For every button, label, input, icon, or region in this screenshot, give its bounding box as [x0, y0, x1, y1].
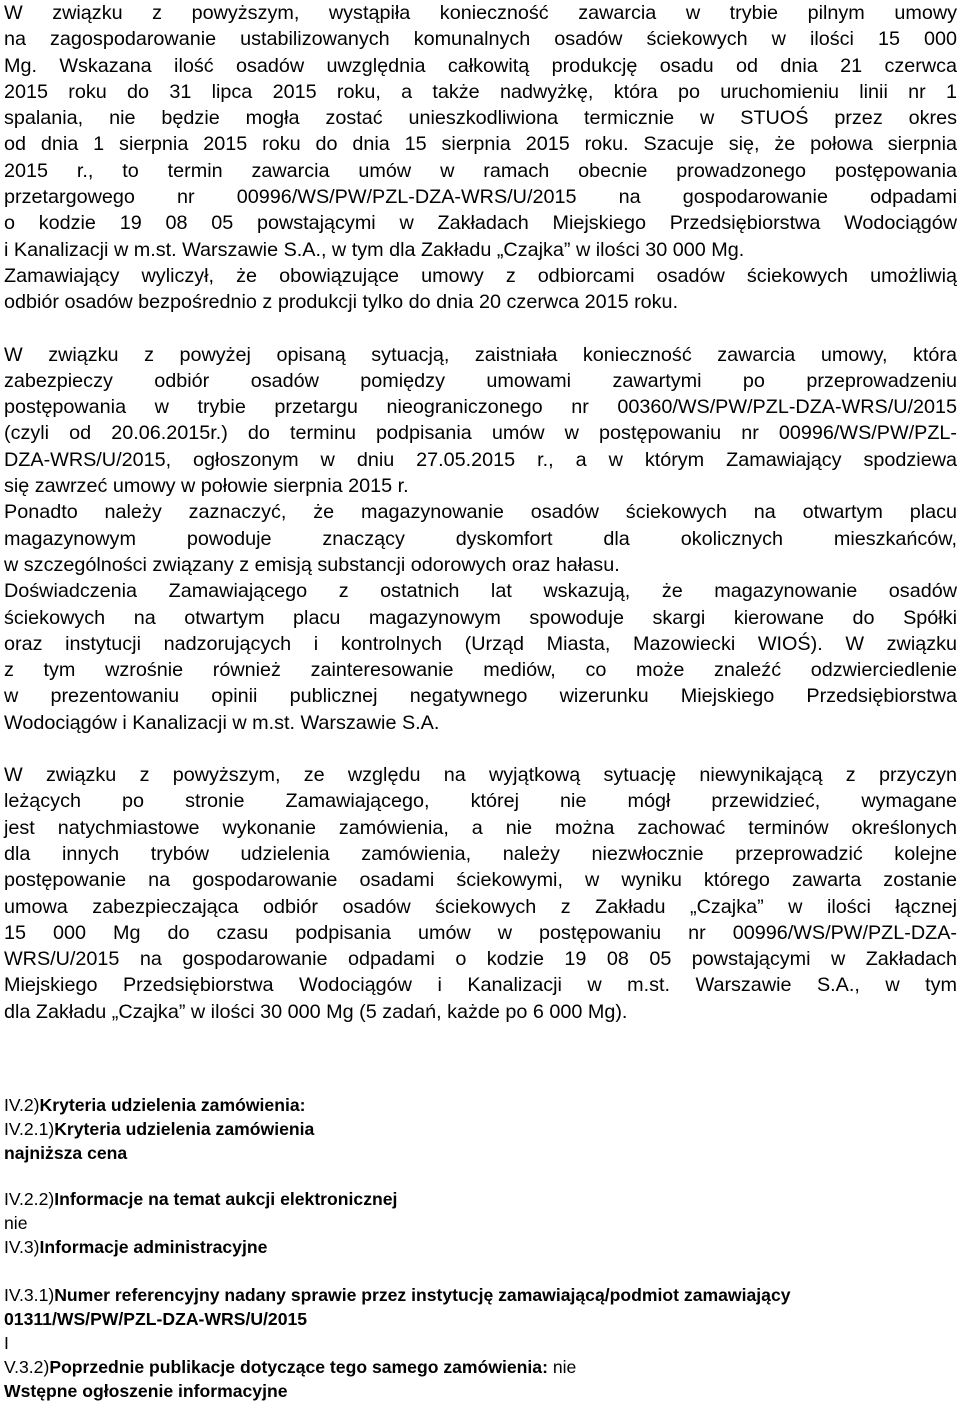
text-line: 2015 r., to termin zawarcia umów w ramach obecnie prowadzonego postępowania — [4, 159, 957, 182]
text-line: postępowania w trybie przetargu nieograniczonego nr 00360/WS/PW/PZL-DZA-WRS/U/2015 — [4, 396, 957, 419]
text-line: dla Zakładu „Czajka” w ilości 30 000 Mg (5 zadań, każde po 6 000 Mg). — [4, 1000, 628, 1023]
text-line: magazynowym powoduje znaczący dyskomfort dla okolicznych mieszkańców, — [4, 527, 957, 550]
section-number: IV.2.2) — [4, 1188, 55, 1209]
text-line: (czyli od 20.06.2015r.) do terminu podpisania umów w postępowaniu nr 00996/WS/PW/PZL- — [4, 422, 957, 445]
text-line: umowa zabezpieczająca odbiór osadów ściekowych z Zakładu „Czajka” w ilości łącznej — [4, 895, 957, 918]
text-line: W związku z powyższym, ze względu na wyjątkową sytuację niewynikającą z przyczyn — [4, 764, 957, 787]
text-line: na zagospodarowanie ustabilizowanych komunalnych osadów ściekowych w ilości 15 000 — [4, 28, 957, 51]
paragraph-2 — [4, 342, 957, 736]
paragraph-1 — [4, 0, 957, 316]
roman-marker: I — [4, 1332, 9, 1353]
text-line: i Kanalizacji w m.st. Warszawie S.A., w tym dla Zakładu „Czajka” w ilości 30 000 Mg. — [4, 238, 745, 261]
value-iv21 — [4, 1141, 957, 1165]
spacer — [4, 1259, 957, 1283]
spacer — [4, 1165, 957, 1187]
section-title: Kryteria udzielenia zamówienia — [54, 1118, 315, 1139]
text-line: W związku z powyższym, wystąpiła konieczność zawarcia w trybie pilnym umowy — [4, 2, 957, 24]
section-title: Informacje na temat aukcji elektronicznej — [54, 1188, 398, 1209]
text-line: W związku z powyżej opisaną sytuacją, zaistniała konieczność zawarcia umowy, która — [4, 343, 957, 366]
text-line: postępowanie na gospodarowanie osadami ściekowymi, w wyniku którego zawarta zostanie — [4, 869, 957, 892]
paragraph-3 — [4, 762, 957, 1025]
section-title: Numer referencyjny nadany sprawie przez instytucję zamawiającą/podmiot zamawiający — [54, 1284, 791, 1305]
heading-v32 — [4, 1355, 957, 1379]
value-v32 — [4, 1379, 957, 1403]
reference-number: 01311/WS/PW/PZL-DZA-WRS/U/2015 — [4, 1308, 308, 1329]
text-line: Wodociągów i Kanalizacji w m.st. Warszawie S.A. — [4, 711, 440, 734]
auction-value: nie — [4, 1212, 28, 1233]
text-line: dla innych trybów udzielenia zamówienia, należy niezwłocznie przeprowadzić kolejne — [4, 842, 957, 865]
text-line: Miejskiego Przedsiębiorstwa Wodociągów i Kanalizacji w m.st. Warszawie S.A., w tym — [4, 974, 957, 997]
text-line: ściekowych na otwartym placu magazynowym spowoduje skargi kierowane do Spółki — [4, 606, 957, 629]
text-line: Zamawiający wyliczył, że obowiązujące umowy z odbiorcami osadów ściekowych umożliwią — [4, 264, 957, 287]
text-line: Ponadto należy zaznaczyć, że magazynowanie osadów ściekowych na otwartym placu — [4, 501, 957, 524]
heading-iv21 — [4, 1117, 957, 1141]
heading-iv2 — [4, 1093, 957, 1117]
value-iv31 — [4, 1307, 957, 1331]
prior-notice-label: Wstępne ogłoszenie informacyjne — [4, 1380, 288, 1401]
text-line: leżących po stronie Zamawiającego, której nie mógł przewidzieć, wymagane — [4, 790, 957, 813]
publication-value: nie — [552, 1356, 577, 1377]
text-line: odbiór osadów bezpośrednio z produkcji tylko do dnia 20 czerwca 2015 roku. — [4, 291, 679, 314]
section-number: V.3.2) — [4, 1356, 50, 1377]
text-line: spalania, nie będzie mogła zostać unieszkodliwiona termicznie w STUOŚ przez okres — [4, 107, 957, 130]
section-iv22 — [4, 1187, 957, 1259]
spacer — [4, 316, 957, 342]
text-line: jest natychmiastowe wykonanie zamówienia, a nie można zachować terminów określonych — [4, 816, 957, 839]
text-line: przetargowego nr 00996/WS/PW/PZL-DZA-WRS/U/2015 na gospodarowanie odpadami — [4, 186, 957, 209]
text-line: DZA-WRS/U/2015, ogłoszonym w dniu 27.05.2015 r., a w którym Zamawiający spodziewa — [4, 448, 957, 471]
section-number: IV.2.1) — [4, 1118, 55, 1139]
section-title: Poprzednie publikacje dotyczące tego samego zamówienia: — [49, 1356, 548, 1377]
spacer — [4, 1025, 957, 1093]
criteria-value: najniższa cena — [4, 1142, 128, 1163]
section-iv2 — [4, 1093, 957, 1165]
section-number: IV.2) — [4, 1094, 40, 1115]
text-line: 2015 roku do 31 lipca 2015 roku, a także nadwyżkę, która po uruchomieniu linii nr 1 — [4, 80, 957, 103]
text-line: od dnia 1 sierpnia 2015 roku do dnia 15 sierpnia 2015 roku. Szacuje się, że połowa sierpnia — [4, 133, 957, 156]
heading-iv3 — [4, 1235, 957, 1259]
text-line: Doświadczenia Zamawiającego z ostatnich lat wskazują, że magazynowanie osadów — [4, 580, 957, 603]
section-title: Kryteria udzielenia zamówienia: — [39, 1094, 306, 1115]
spacer — [4, 736, 957, 762]
text-line: z tym wzrośnie również zainteresowanie mediów, co może znaleźć odzwierciedlenie — [4, 659, 957, 682]
section-number: IV.3) — [4, 1236, 40, 1257]
heading-iv22 — [4, 1187, 957, 1211]
text-line: o kodzie 19 08 05 powstającymi w Zakładach Miejskiego Przedsiębiorstwa Wodociągów — [4, 212, 957, 235]
marker-line — [4, 1331, 957, 1355]
text-line: się zawrzeć umowy w połowie sierpnia 2015 r. — [4, 475, 409, 498]
text-line: Mg. Wskazana ilość osadów uwzględnia całkowitą produkcję osadu od dnia 21 czerwca — [4, 54, 957, 77]
section-number: IV.3.1) — [4, 1284, 55, 1305]
text-line: zabezpieczy odbiór osadów pomiędzy umowami zawartymi po przeprowadzeniu — [4, 369, 957, 392]
heading-iv31 — [4, 1283, 957, 1307]
text-line: w szczególności związany z emisją substancji odorowych oraz hałasu. — [4, 553, 620, 576]
text-line: oraz instytucji nadzorujących i kontrolnych (Urząd Miasta, Mazowiecki WIOŚ). W związku — [4, 632, 957, 655]
section-title: Informacje administracyjne — [39, 1236, 268, 1257]
document-page — [4, 0, 957, 1403]
text-line: 15 000 Mg do czasu podpisania umów w postępowaniu nr 00996/WS/PW/PZL-DZA- — [4, 921, 957, 944]
section-iv31 — [4, 1283, 957, 1403]
text-line: WRS/U/2015 na gospodarowanie odpadami o kodzie 19 08 05 powstającymi w Zakładach — [4, 948, 957, 971]
text-line: w prezentowaniu opinii publicznej negatywnego wizerunku Miejskiego Przedsiębiorstwa — [4, 685, 957, 708]
value-iv22 — [4, 1211, 957, 1235]
